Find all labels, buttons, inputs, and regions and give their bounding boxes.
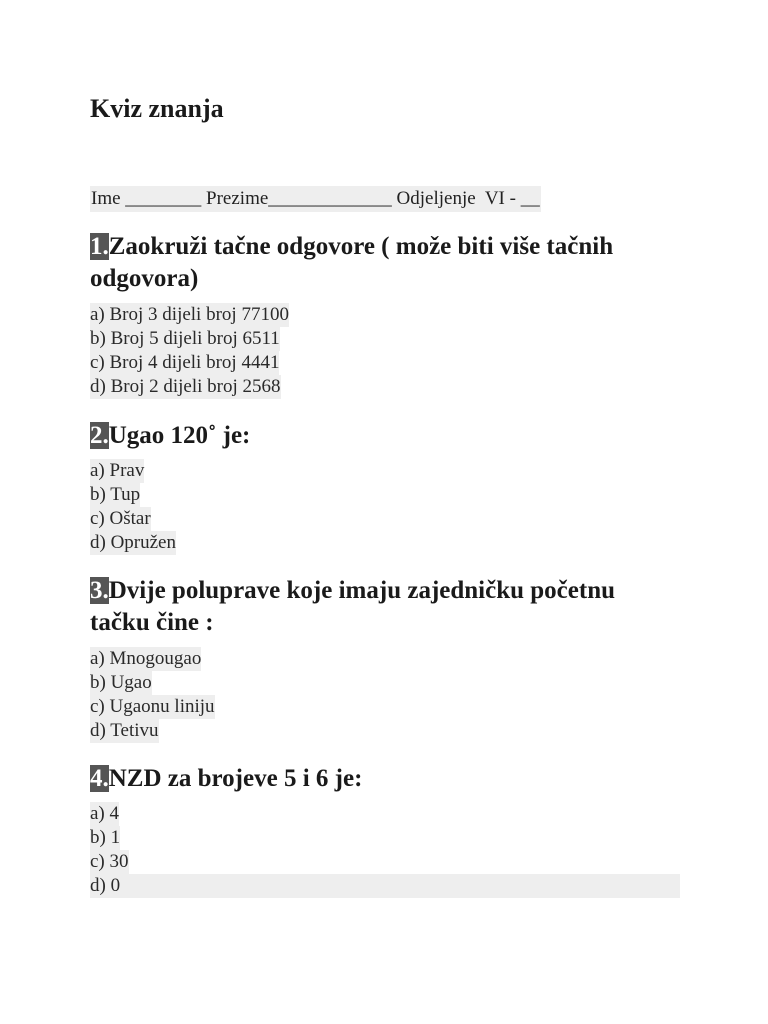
question-2-answers [90, 459, 176, 555]
document-title: Kviz znanja [90, 94, 224, 123]
answer-option: a) Prav [90, 460, 145, 481]
answer-option: b) Ugao [90, 672, 152, 693]
question-text: Zaokruži tačne odgovore ( može biti više tačnih odgovora) [90, 233, 614, 292]
question-text: Dvije poluprave koje imaju zajedničku početnu tačku čine : [90, 577, 615, 636]
answer-option: d) Opružen [90, 532, 176, 553]
answer-option: c) Ugaonu liniju [90, 696, 215, 717]
answer-option: a) Mnogougao [90, 648, 202, 669]
question-number: 3. [90, 577, 109, 604]
question-number: 1. [90, 233, 109, 260]
question-3-heading [90, 575, 680, 639]
question-number: 4. [90, 765, 109, 792]
answer-option: b) Broj 5 dijeli broj 6511 [90, 328, 280, 349]
answer-option: a) 4 [90, 803, 120, 824]
student-info-line: Ime ________ Prezime_____________ Odjeljenje VI - __ [90, 186, 541, 212]
answer-option: d) Tetivu [90, 720, 159, 741]
answer-option: c) 30 [90, 851, 129, 872]
question-1-heading [90, 231, 680, 295]
question-1-answers [90, 303, 289, 399]
answer-option: d) 0 [90, 874, 680, 898]
question-3-answers [90, 647, 215, 743]
answer-option: d) Broj 2 dijeli broj 2568 [90, 376, 281, 397]
answer-option: c) Oštar [90, 508, 151, 529]
question-text: Ugao 120˚ je: [108, 422, 251, 449]
answer-option: c) Broj 4 dijeli broj 4441 [90, 352, 280, 373]
question-number: 2. [90, 422, 109, 449]
question-2-heading [90, 420, 680, 452]
answer-option: b) Tup [90, 484, 141, 505]
question-4-answers [90, 802, 680, 898]
answer-option: b) 1 [90, 827, 121, 848]
question-text: NZD za brojeve 5 i 6 je: [108, 765, 363, 792]
answer-option: a) Broj 3 dijeli broj 77100 [90, 304, 289, 325]
question-4-heading [90, 763, 680, 795]
